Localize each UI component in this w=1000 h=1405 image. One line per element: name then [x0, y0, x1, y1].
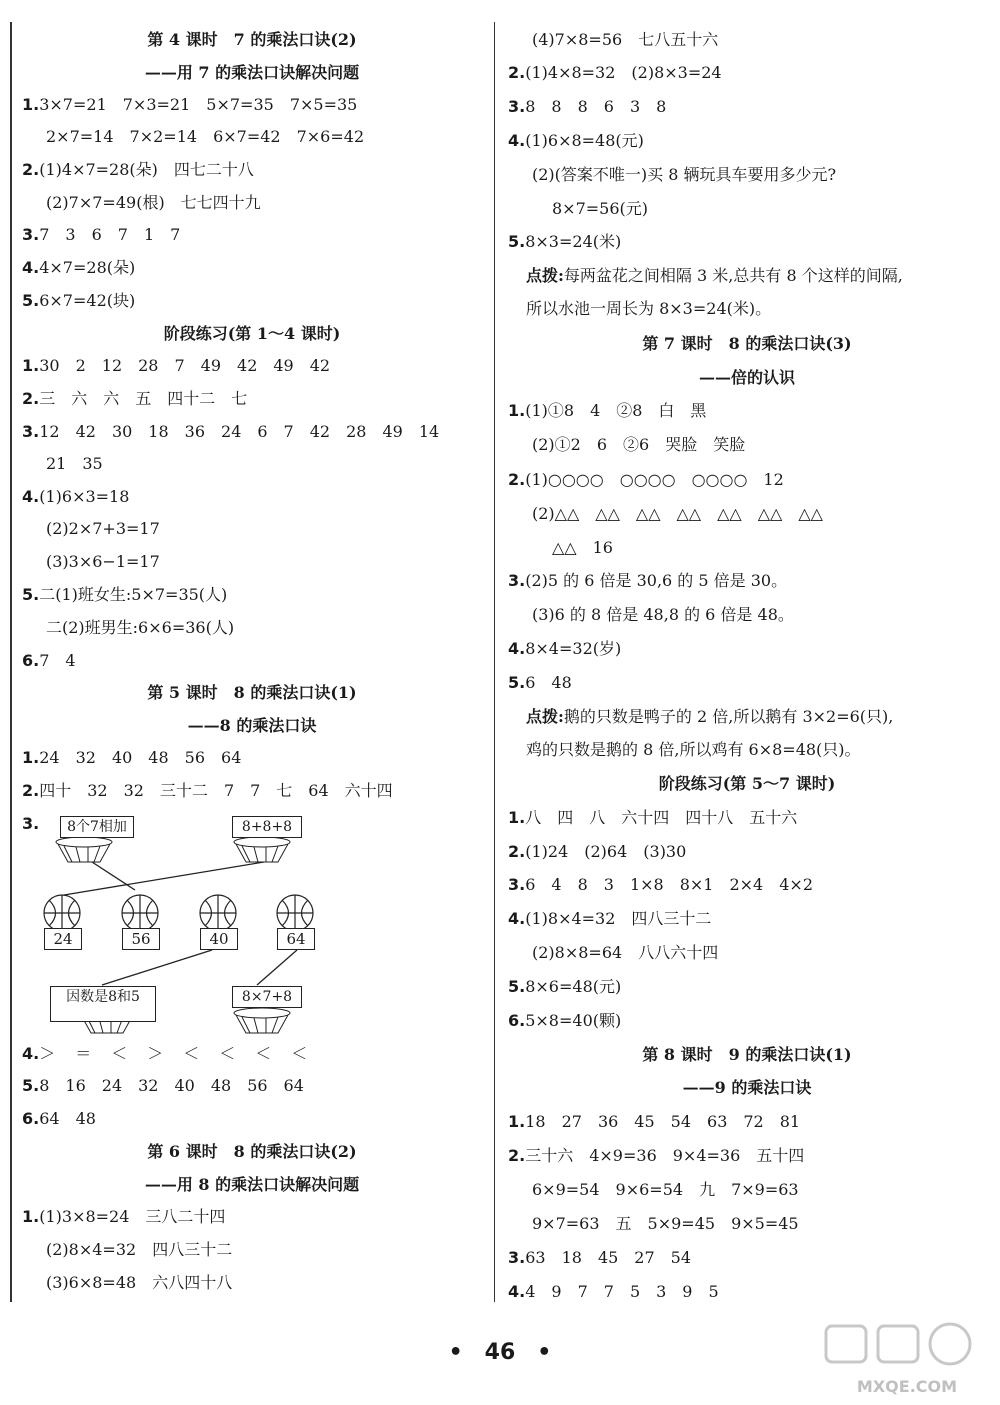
answer-line: (2)①2 6 ②6 哭脸 笑脸 [532, 435, 746, 454]
answer-line: 4.＞ ＝ ＜ ＞ ＜ ＜ ＜ ＜ [22, 1044, 310, 1063]
answer-line: 3.12 42 30 18 36 24 6 7 42 28 49 14 [22, 422, 440, 441]
tip-line: 点拨:每两盆花之间相隔 3 米,总共有 8 个这样的间隔, [526, 266, 903, 285]
answer-line: (3)3×6−1=17 [46, 552, 160, 571]
answer-line: 3.6 4 8 3 1×8 8×1 2×4 4×2 [508, 875, 814, 894]
answer-line: 2.(1)24 (2)64 (3)30 [508, 842, 687, 861]
answer-line: 4.(1)8×4=32 四八三十二 [508, 909, 712, 928]
answer-line: (2)8×8=64 八八六十四 [532, 943, 719, 962]
column-divider [494, 22, 495, 1302]
answer-line: 4.8×4=32(岁) [508, 639, 622, 658]
answer-line: 1.3×7=21 7×3=21 5×7=35 7×5=35 [22, 95, 358, 114]
tip-line: 点拨:鹅的只数是鸭子的 2 倍,所以鹅有 3×2=6(只), [526, 707, 894, 726]
answer-line: (2)(答案不唯一)买 8 辆玩具车要用多少元? [532, 165, 837, 184]
section-subheading: ——8 的乘法口诀 [187, 716, 317, 735]
answer-line: (2)2×7+3=17 [46, 519, 160, 538]
ball-number: 24 [44, 928, 82, 950]
page-number: • 46 • [448, 1340, 552, 1365]
section-subheading: ——9 的乘法口诀 [682, 1078, 812, 1097]
answer-line: 5.8 16 24 32 40 48 56 64 [22, 1076, 304, 1095]
answer-line: 5.8×6=48(元) [508, 977, 622, 996]
section-heading: 阶段练习(第 5～7 课时) [658, 774, 836, 793]
answer-line: 2.(1)4×7=28(朵) 四七二十八 [22, 160, 254, 179]
section-subheading: ——用 8 的乘法口诀解决问题 [144, 1175, 360, 1194]
answer-line: 21 35 [46, 454, 103, 473]
answer-line: (4)7×8=56 七八五十六 [532, 30, 719, 49]
answer-line: 8×7=56(元) [552, 199, 649, 218]
tip-line: 鸡的只数是鹅的 8 倍,所以鸡有 6×8=48(只)。 [526, 740, 861, 759]
answer-line: 5.6×7=42(块) [22, 291, 136, 310]
answer-line: (2)△△ △△ △△ △△ △△ △△ △△ [532, 504, 823, 523]
answer-line: 4.(1)6×3=18 [22, 487, 130, 506]
answer-line: 4.4×7=28(朵) [22, 258, 136, 277]
answer-line: 5.二(1)班女生:5×7=35(人) [22, 585, 228, 604]
basketball-matching-diagram [22, 810, 322, 1050]
tip-line: 所以水池一周长为 8×3=24(米)。 [526, 299, 772, 318]
section-heading: 第 4 课时 7 的乘法口诀(2) [147, 30, 357, 49]
section-heading: 第 7 课时 8 的乘法口诀(3) [642, 334, 852, 353]
section-heading: 第 6 课时 8 的乘法口诀(2) [147, 1142, 357, 1161]
answer-line: 2×7=14 7×2=14 6×7=42 7×6=42 [46, 127, 365, 146]
answer-line: 1.24 32 40 48 56 64 [22, 748, 242, 767]
section-heading: 第 8 课时 9 的乘法口诀(1) [642, 1045, 852, 1064]
answer-line: 6.7 4 [22, 651, 76, 670]
answer-line: (3)6×8=48 六八四十八 [46, 1273, 233, 1292]
answer-line: 2.三 六 六 五 四十二 七 [22, 389, 248, 408]
ball-number: 64 [277, 928, 315, 950]
answer-line: 1.30 2 12 28 7 49 42 49 42 [22, 356, 331, 375]
answer-line: 二(2)班男生:6×6=36(人) [46, 618, 235, 637]
answer-line: 5.6 48 [508, 673, 572, 692]
hoop-label: 8个7相加 [60, 816, 134, 838]
answer-line: 3. [22, 814, 40, 833]
answer-line: 2.(1)○○○○ ○○○○ ○○○○ 12 [508, 470, 784, 489]
answer-line: 6.64 48 [22, 1109, 96, 1128]
answer-line: 6.5×8=40(颗) [508, 1011, 622, 1030]
answer-line: 4.(1)6×8=48(元) [508, 131, 644, 150]
section-heading: 阶段练习(第 1～4 课时) [163, 324, 341, 343]
answer-line: 1.18 27 36 45 54 63 72 81 [508, 1112, 801, 1131]
section-heading: 第 5 课时 8 的乘法口诀(1) [147, 683, 357, 702]
hoop-label: 8×7+8 [232, 986, 302, 1008]
answer-line: 3.(2)5 的 6 倍是 30,6 的 5 倍是 30。 [508, 571, 788, 590]
answer-line: 2.(1)4×8=32 (2)8×3=24 [508, 63, 722, 82]
answer-line: △△ 16 [552, 538, 613, 557]
answer-line: 5.8×3=24(米) [508, 232, 622, 251]
answer-line: 3.7 3 6 7 1 7 [22, 225, 181, 244]
svg-text:MXQE.COM: MXQE.COM [856, 1377, 958, 1396]
answer-line: 2.四十 32 32 三十二 7 7 七 64 六十四 [22, 781, 393, 800]
answer-line: 1.(1)①8 4 ②8 白 黑 [508, 401, 707, 420]
hoop-label: 因数是8和5 [50, 986, 156, 1022]
answer-line: 9×7=63 五 5×9=45 9×5=45 [532, 1214, 799, 1233]
answer-line: (2)7×7=49(根) 七七四十九 [46, 193, 261, 212]
answer-line: 2.三十六 4×9=36 9×4=36 五十四 [508, 1146, 805, 1165]
answer-line: 3.8 8 8 6 3 8 [508, 97, 667, 116]
answer-line: 1.(1)3×8=24 三八二十四 [22, 1207, 226, 1226]
answer-line: 6×9=54 9×6=54 九 7×9=63 [532, 1180, 799, 1199]
answer-line: (2)8×4=32 四八三十二 [46, 1240, 233, 1259]
watermark-logo [822, 1320, 992, 1400]
hoop-label: 8+8+8 [232, 816, 302, 838]
answer-line: 4.4 9 7 7 5 3 9 5 [508, 1282, 719, 1301]
ball-number: 56 [122, 928, 160, 950]
section-subheading: ——用 7 的乘法口诀解决问题 [144, 63, 360, 82]
left-margin-rule [10, 22, 12, 1302]
ball-number: 40 [200, 928, 238, 950]
answer-line: 1.八 四 八 六十四 四十八 五十六 [508, 808, 798, 827]
answer-line: (3)6 的 8 倍是 48,8 的 6 倍是 48。 [532, 605, 794, 624]
section-subheading: ——倍的认识 [698, 368, 795, 387]
answer-line: 3.63 18 45 27 54 [508, 1248, 692, 1267]
